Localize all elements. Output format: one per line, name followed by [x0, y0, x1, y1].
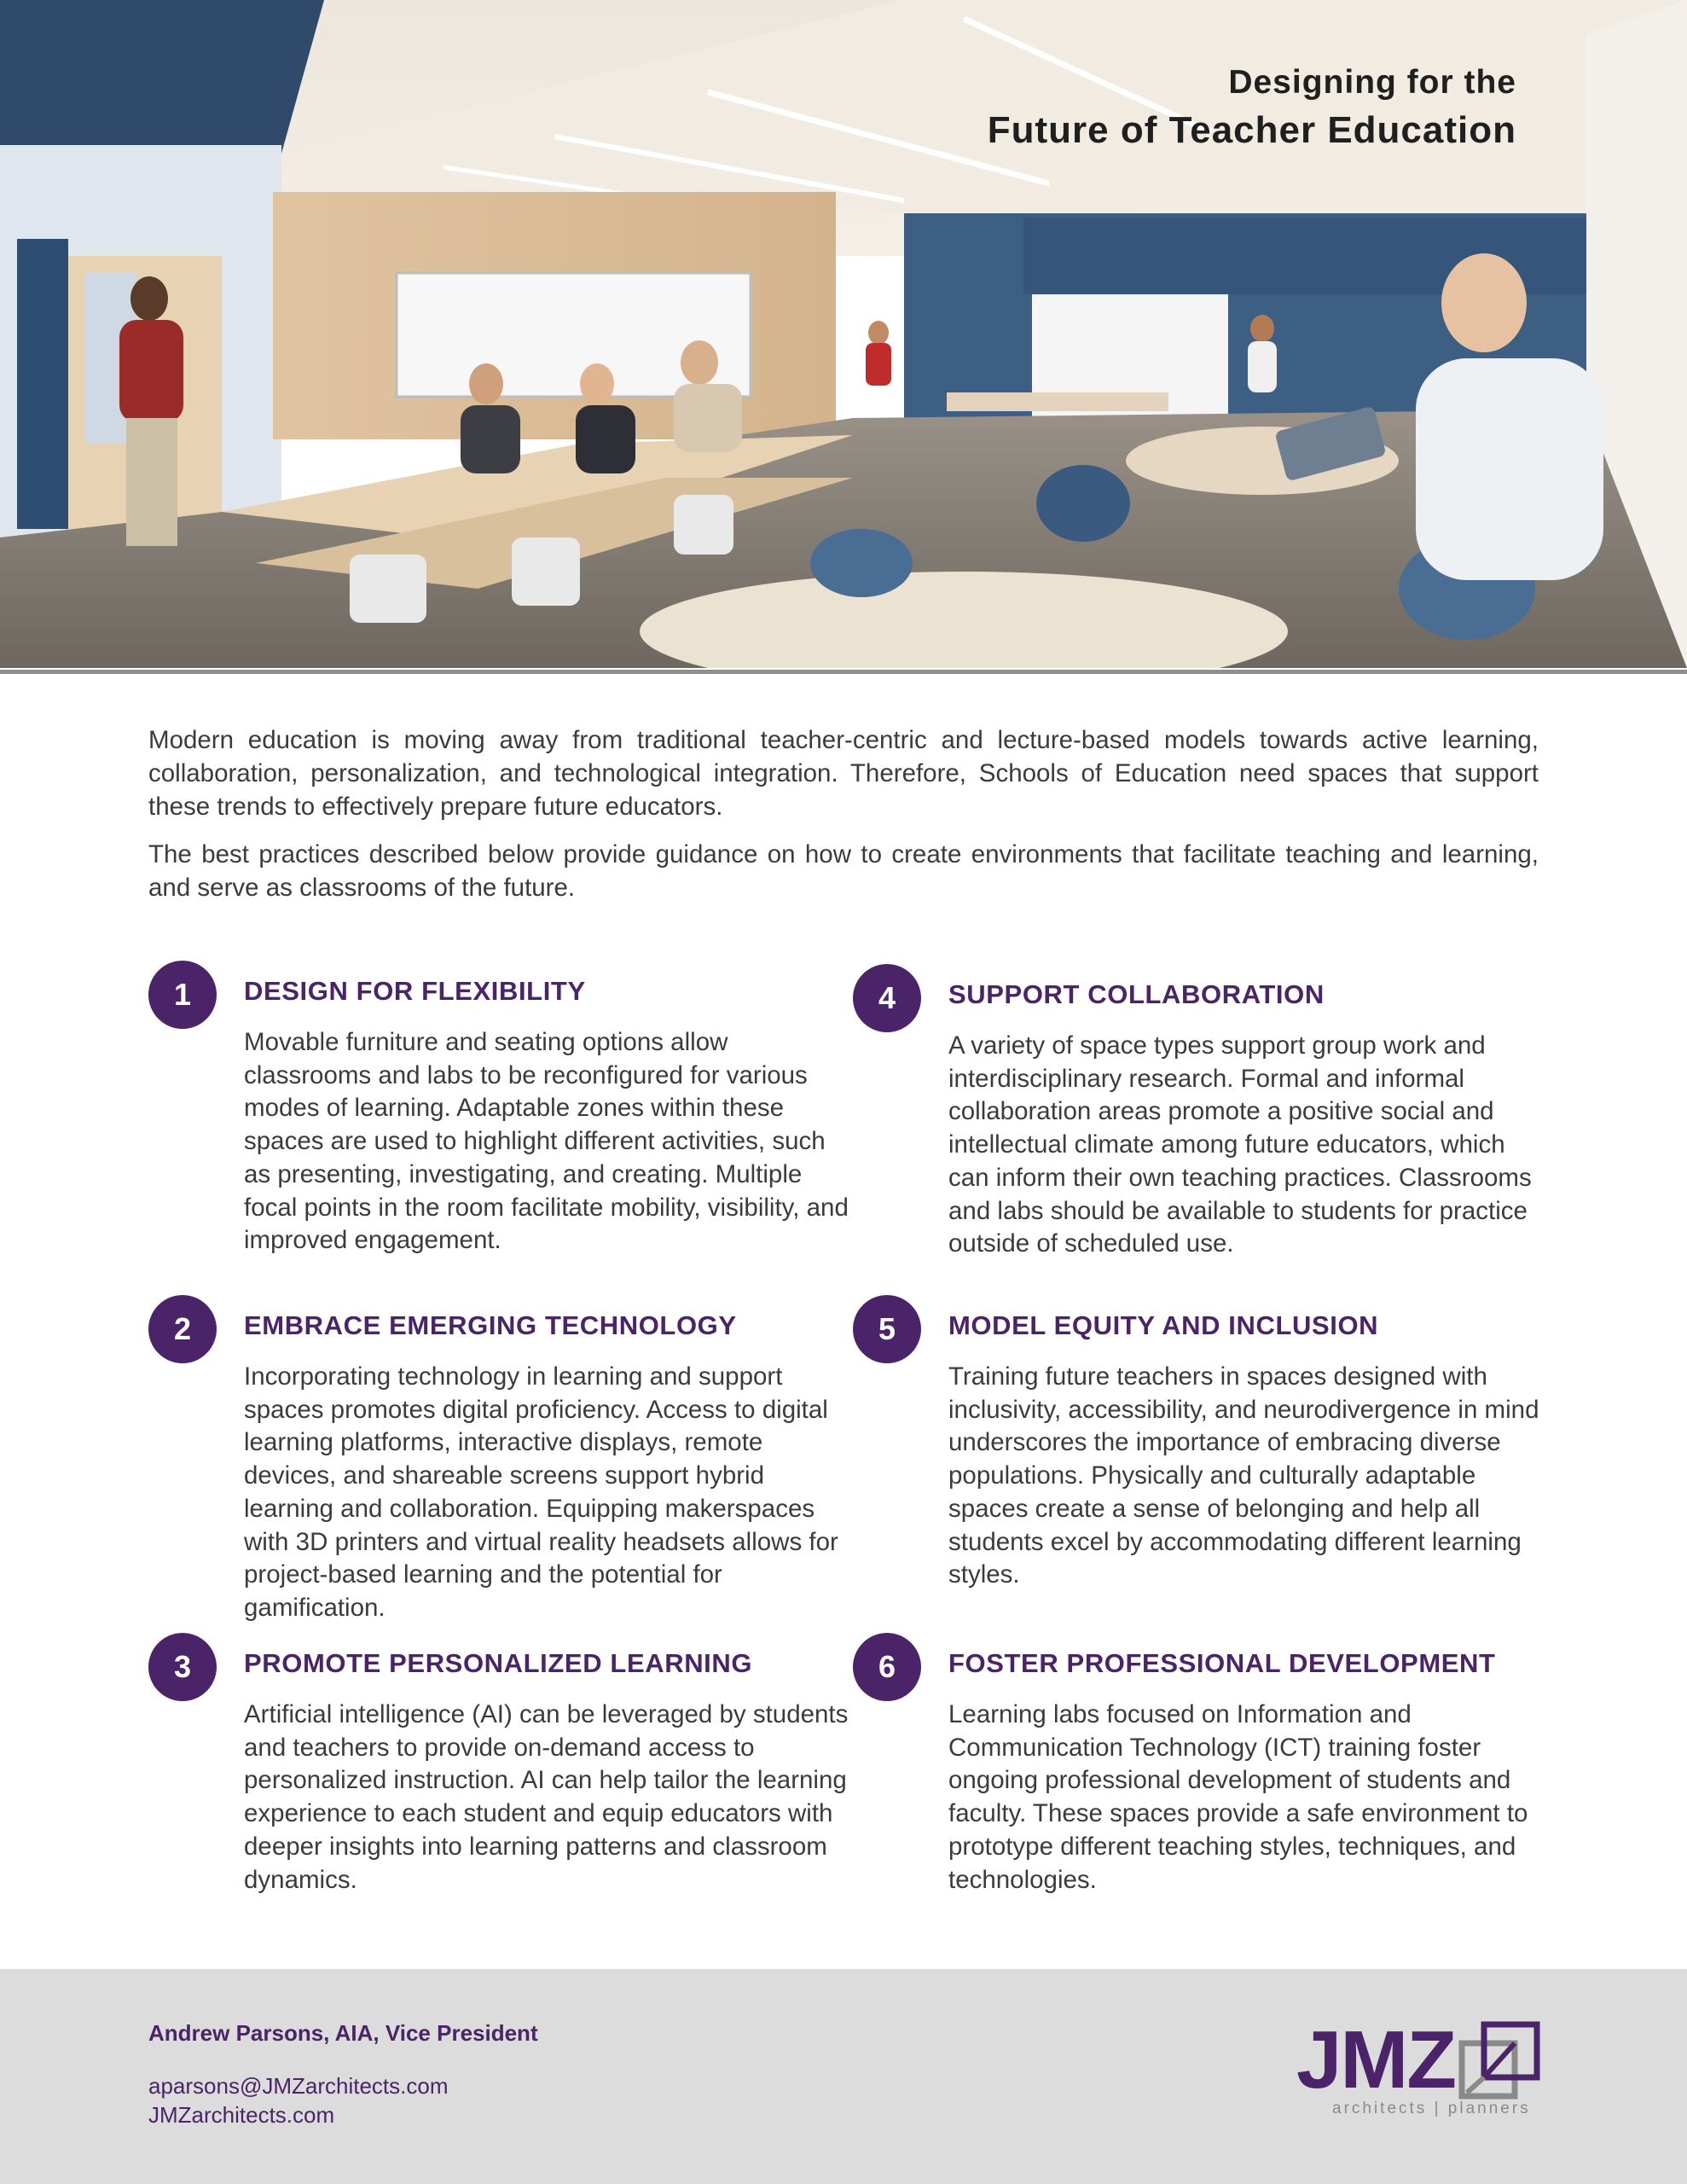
practice-number-badge: 4 — [853, 964, 921, 1032]
practice-body: Learning labs focused on Information and Communication Technology (ICT) training foster ongoing professional development of students and faculty. These spaces provide a safe environment to prototype different teaching styles, techniques, and technologies. — [948, 1700, 1528, 1894]
practice-title: FOSTER PROFESSIONAL DEVELOPMENT — [948, 1648, 1496, 1678]
practice-body: Artificial intelligence (AI) can be leveraged by students and teachers to provide on-demand access to personalized instruction. AI can help tailor the learning experience to each student and equip educators with deeper insights into learning patterns and classroom dynamics. — [244, 1700, 849, 1894]
jmz-logo — [1296, 2014, 1544, 2129]
practice-body: Training future teachers in spaces designed with inclusivity, accessibility, and neurodivergence in mind underscores the importance of embracing diverse populations. Physically and culturally adaptable spaces create a sense of belonging and help all students excel by accommodating different learning styles. — [948, 1362, 1539, 1589]
website-link[interactable]: JMZarchitects.com — [148, 2102, 335, 2128]
hero-title-line1: Designing for the — [1228, 64, 1516, 101]
hero-image — [0, 0, 1687, 668]
practice-number-badge: 1 — [148, 961, 217, 1029]
practice-title: SUPPORT COLLABORATION — [948, 979, 1325, 1009]
logo-tagline: architects | planners — [1332, 2100, 1531, 2117]
practice-number-badge: 6 — [853, 1633, 921, 1701]
practice-title: PROMOTE PERSONALIZED LEARNING — [244, 1648, 753, 1678]
logo-wordmark: JMZ — [1296, 2014, 1455, 2106]
logo-mark-icon — [1458, 2021, 1540, 2100]
practice-body: Incorporating technology in learning and support spaces promotes digital proficiency. Access to digital learning platforms, interactive displays, remote devices, and shareable screens support hybrid learning and collaboration. Equipping makerspaces with 3D printers and virtual reality headsets allows for project-based learning and the potential for gamification. — [244, 1362, 838, 1622]
hero-title — [988, 60, 1516, 155]
practice-title: MODEL EQUITY AND INCLUSION — [948, 1310, 1379, 1340]
practice-title: DESIGN FOR FLEXIBILITY — [244, 976, 586, 1006]
hero-divider — [0, 670, 1687, 674]
intro-paragraph-2: The best practices described below provide guidance on how to create environments that facilitate teaching and learning, and serve as classrooms of the future. — [148, 840, 1539, 902]
practice-title: EMBRACE EMERGING TECHNOLOGY — [244, 1310, 737, 1340]
practice-number-badge: 5 — [853, 1295, 921, 1363]
intro-section — [148, 723, 1539, 919]
practice-body: Movable furniture and seating options allow classrooms and labs to be reconfigured for various modes of learning. Adaptable zones within these spaces are used to highlight different activities, such as presenting, investigating, and creating. Multiple focal points in the room facilitate mobility, visibility, and improved engagement. — [244, 1028, 849, 1255]
practice-number-badge: 3 — [148, 1633, 217, 1701]
intro-paragraph-1: Modern education is moving away from traditional teacher-centric and lecture-based models towards active learning, collaboration, personalization, and technological integration. Therefore, Schools of Education need spaces that support these trends to effectively prepare future educators. — [148, 726, 1539, 821]
practice-number-badge: 2 — [148, 1295, 217, 1363]
practice-body: A variety of space types support group work and interdisciplinary research. Formal and informal collaboration areas promote a positive social and intellectual climate among future educators, which can inform their own teaching practices. Classrooms and labs should be available to students for practice outside of scheduled use. — [948, 1031, 1532, 1258]
contact-name: Andrew Parsons, AIA, Vice President — [148, 2020, 538, 2046]
hero-title-line2: Future of Teacher Education — [987, 109, 1516, 151]
contact-email-link[interactable]: aparsons@JMZarchitects.com — [148, 2073, 449, 2099]
